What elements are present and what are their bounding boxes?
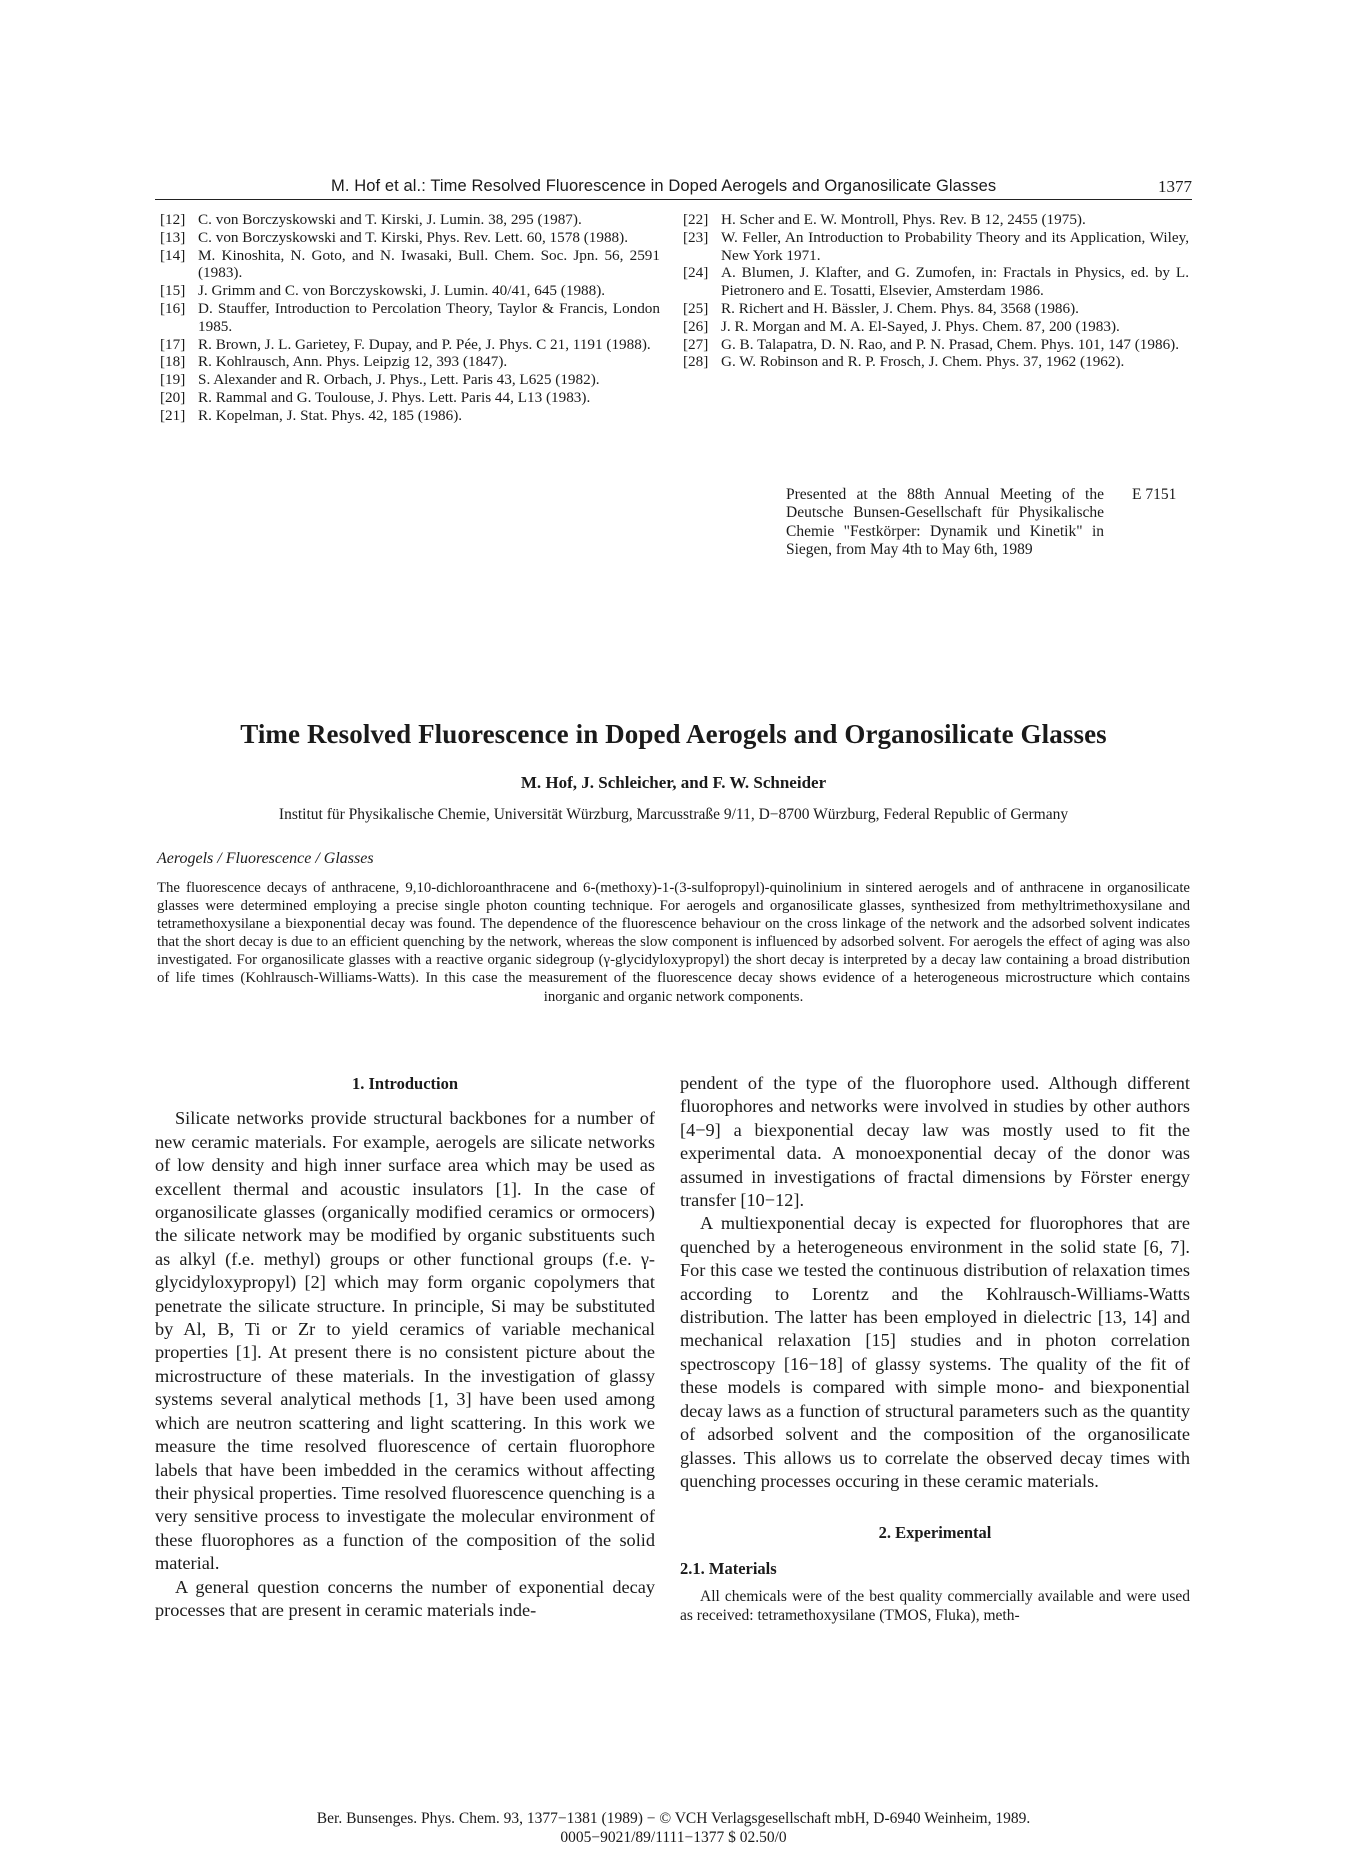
article-title: Time Resolved Fluorescence in Doped Aerogels and Organosilicate Glasses [240, 719, 1107, 749]
subsection-heading-materials: 2.1. Materials [680, 1558, 777, 1578]
section-heading-experimental: 2. Experimental [878, 1523, 992, 1543]
reference-item [160, 389, 660, 407]
reference-item [160, 371, 660, 389]
reference-number: [20] [160, 388, 186, 406]
running-head-title: M. Hof et al.: Time Resolved Fluorescence in Doped Aerogels and Organosilicate Glasses [331, 177, 997, 195]
reference-item [160, 300, 660, 336]
running-head [155, 177, 1192, 200]
reference-number: [13] [160, 228, 186, 246]
presented-code: E 7151 [1132, 486, 1177, 503]
reference-item [683, 318, 1189, 336]
reference-text: R. Kohlrausch, Ann. Phys. Leipzig 12, 393 (1847). [198, 353, 508, 371]
reference-item [160, 229, 660, 247]
reference-text: J. R. Morgan and M. A. El-Sayed, J. Phys. Chem. 87, 200 (1983). [721, 317, 1120, 335]
body-paragraph: A general question concerns the number of exponential decay processes that are present in ceramic materials inde- [155, 1576, 655, 1620]
reference-number: [19] [160, 371, 186, 389]
reference-item [683, 353, 1189, 371]
article-abstract: The fluorescence decays of anthracene, 9,10-dichloroanthracene and 6-(methoxy)-1-(3-sulfopropyl)-quinolinium in sintered aerogels and of anthracene in organosilicate glasses were determined employing a precise single photon counting technique. For aerogels and organosilicate glasses, synthesized from methyltrimethoxysilane and tetramethoxysilane a biexponential decay was found. The dependence of the fluorescence behaviour on the cross linkage of the network and the adsorbed solvent indicates that the short decay is due to an efficient quenching by the network, whereas the slow component is influenced by adsorbed solvent. For aerogels the effect of aging was also investigated. For organosilicate glasses with a reactive organic sidegroup (γ-glycidyloxypropyl) the short decay is interpreted by a decay law containing a broad distribution of life times (Kohlrausch-Williams-Watts). In this case the measurement of the fluorescence decay shows evidence of a heterogeneous microstructure which contains inorganic and organic network components. [157, 880, 1190, 1005]
reference-text: J. Grimm and C. von Borczyskowski, J. Lumin. 40/41, 645 (1988). [198, 282, 606, 300]
reference-text: G. B. Talapatra, D. N. Rao, and P. N. Prasad, Chem. Phys. 101, 147 (1986). [721, 335, 1180, 353]
reference-text: A. Blumen, J. Klafter, and G. Zumofen, in: Fractals in Physics, ed. by L. Pietronero and E. Tosatti, Elsevier, Amsterdam 1986. [721, 264, 1189, 300]
body-paragraph: pendent of the type of the fluorophore used. Although different fluorophores and networks were involved in studies by other authors [4−9] a biexponential decay law was mostly used to fit the experimental data. A monoexponential decay of the donor was assumed in investigations of fractal dimensions by Förster energy transfer [10−12]. [680, 1073, 1190, 1211]
reference-item [683, 300, 1189, 318]
footer-citation: Ber. Bunsenges. Phys. Chem. 93, 1377−1381 (1989) − © VCH Verlagsgesellschaft mbH, D-6940 Weinheim, 1989. [316, 1810, 1031, 1827]
reference-number: [26] [683, 317, 709, 335]
presented-note: Presented at the 88th Annual Meeting of the Deutsche Bunsen-Gesellschaft für Physikalische Chemie "Festkörper: Dynamik und Kinetik" in Siegen, from May 4th to May 6th, 1989 [786, 486, 1104, 559]
reference-text: G. W. Robinson and R. P. Frosch, J. Chem. Phys. 37, 1962 (1962). [721, 353, 1125, 371]
reference-number: [17] [160, 335, 186, 353]
reference-number: [14] [160, 246, 186, 264]
article-authors: M. Hof, J. Schleicher, and F. W. Schneider [520, 773, 827, 792]
reference-number: [18] [160, 353, 186, 371]
reference-item [160, 211, 660, 229]
reference-number: [27] [683, 335, 709, 353]
body-left-column [155, 1072, 655, 1622]
section-heading-introduction: 1. Introduction [351, 1074, 459, 1093]
body-right-column [680, 1072, 1190, 1625]
reference-text: M. Kinoshita, N. Goto, and N. Iwasaki, Bull. Chem. Soc. Jpn. 56, 2591 (1983). [198, 246, 660, 282]
reference-item [683, 336, 1189, 354]
reference-number: [15] [160, 282, 186, 300]
reference-number: [24] [683, 264, 709, 282]
reference-number: [22] [683, 211, 709, 228]
page-number: 1377 [1158, 177, 1192, 196]
reference-text: C. von Borczyskowski and T. Kirski, Phys. Rev. Lett. 60, 1578 (1988). [198, 228, 629, 246]
reference-text: W. Feller, An Introduction to Probability Theory and its Application, Wiley, New York 1971. [721, 228, 1189, 264]
footer-code: 0005−9021/89/1111−1377 $ 02.50/0 [560, 1828, 787, 1846]
reference-number: [25] [683, 299, 709, 317]
reference-number: [16] [160, 299, 186, 317]
reference-item [160, 353, 660, 371]
reference-number: [21] [160, 406, 186, 424]
reference-text: R. Richert and H. Bässler, J. Chem. Phys. 84, 3568 (1986). [721, 299, 1079, 317]
body-paragraph: A multiexponential decay is expected for fluorophores that are quenched by a heterogeneous environment in the solid state [6, 7]. For this case we tested the continuous distribution of relaxation times according to Lorentz and the Kohlrausch-Williams-Watts distribution. The latter has been employed in dielectric [13, 14] and mechanical relaxation [15] studies and in photon correlation spectroscopy [16−18] of glassy systems. The quality of the fit of these models is compared with simple mono- and biexponential decay laws as a function of structural parameters such as the quantity of adsorbed solvent and the composition of the organosilicate glasses. This allows us to correlate the observed decay times with quenching processes occuring in these ceramic materials. [680, 1213, 1190, 1491]
reference-text: R. Rammal and G. Toulouse, J. Phys. Lett. Paris 44, L13 (1983). [198, 388, 591, 406]
page-footer [155, 1810, 1192, 1848]
reference-text: S. Alexander and R. Orbach, J. Phys., Lett. Paris 43, L625 (1982). [198, 371, 600, 389]
reference-text: H. Scher and E. W. Montroll, Phys. Rev. B 12, 2455 (1975). [721, 211, 1086, 228]
reference-item [160, 282, 660, 300]
reference-text: R. Kopelman, J. Stat. Phys. 42, 185 (1986). [198, 406, 463, 424]
references-right-column [683, 211, 1189, 371]
reference-item [683, 229, 1189, 265]
reference-item [683, 211, 1189, 229]
reference-item [160, 247, 660, 283]
reference-text: C. von Borczyskowski and T. Kirski, J. Lumin. 38, 295 (1987). [198, 211, 582, 228]
reference-text: D. Stauffer, Introduction to Percolation Theory, Taylor & Francis, London 1985. [198, 299, 660, 335]
reference-number: [12] [160, 211, 186, 228]
article-keywords: Aerogels / Fluorescence / Glasses [157, 850, 374, 867]
body-paragraph: Silicate networks provide structural backbones for a number of new ceramic materials. For example, aerogels are silicate networks of low density and high inner surface area which may be used as excellent thermal and acoustic insulators [1]. In the case of organosilicate glasses (organically modified ceramics or ormocers) the silicate network may be modified by organic substituents such as alkyl (f.e. methyl) groups or other functional groups (f.e. γ-glycidyloxypropyl) [2] which may form organic copolymers that penetrate the silicate structure. In principle, Si may be substituted by Al, B, Ti or Zr to yield ceramics of variable mechanical properties [1]. At present there is no consistent picture about the microstructure of these materials. In the investigation of glassy systems several analytical methods [1, 3] have been used among which are neutron scattering and light scattering. In this work we measure the time resolved fluorescence of certain fluorophore labels that have been imbedded in the ceramics without affecting their physical properties. Time resolved fluorescence quenching is a very sensitive process to investigate the molecular environment of these fluorophores as a function of the composition of the solid material. [155, 1108, 655, 1574]
reference-number: [28] [683, 353, 709, 371]
reference-text: R. Brown, J. L. Garietey, F. Dupay, and P. Pée, J. Phys. C 21, 1191 (1988). [198, 335, 651, 353]
reference-number: [23] [683, 228, 709, 246]
reference-item [683, 264, 1189, 300]
reference-item [160, 336, 660, 354]
reference-item [160, 407, 660, 425]
body-paragraph: All chemicals were of the best quality commercially available and were used as received: tetramethoxysilane (TMOS, Fluka), meth- [680, 1588, 1190, 1624]
references-left-column [160, 211, 660, 425]
article-affiliation: Institut für Physikalische Chemie, Universität Würzburg, Marcusstraße 9/11, D−8700 Würzburg, Federal Republic of Germany [278, 806, 1069, 823]
